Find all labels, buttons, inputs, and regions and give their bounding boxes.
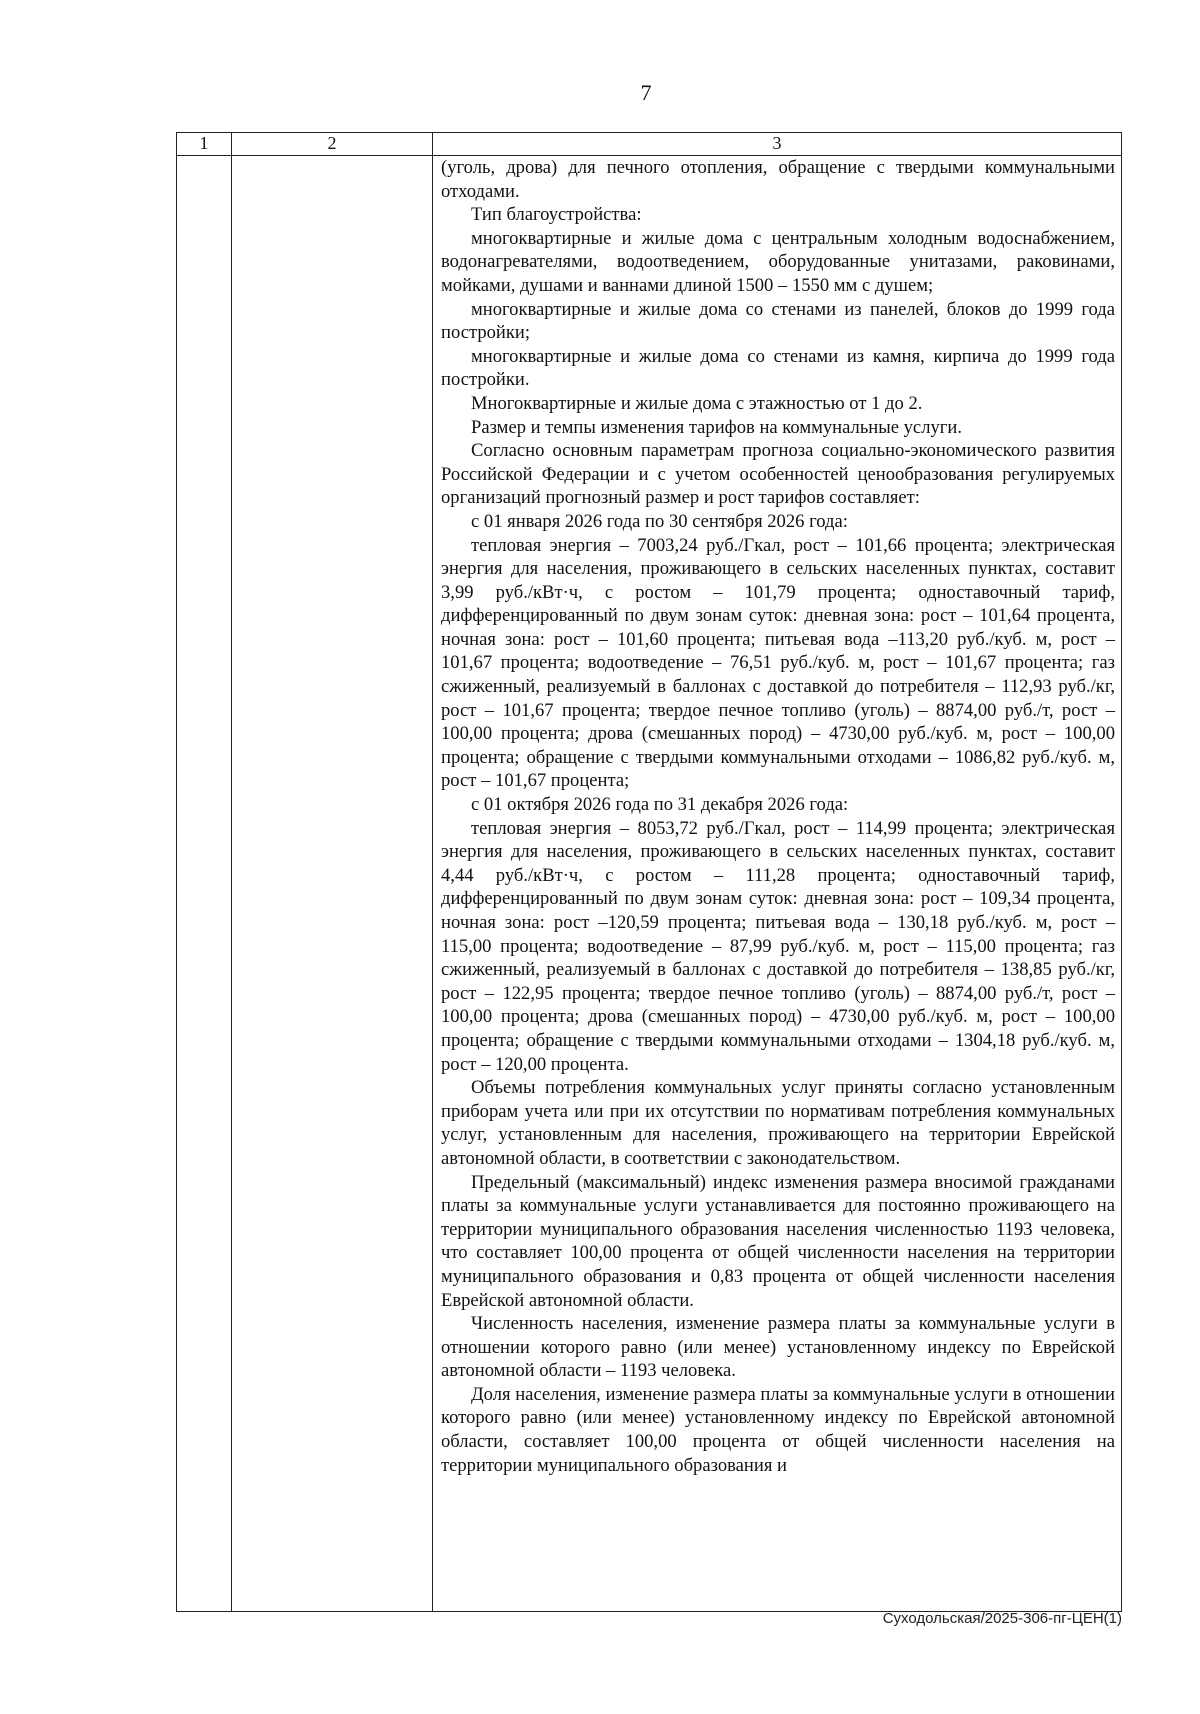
paragraph: с 01 октября 2026 года по 31 декабря 2026 года:	[471, 794, 849, 816]
column-1-cell	[177, 156, 232, 1612]
paragraph: (уголь, дрова) для печного отопления, обращение с твердыми коммунальными отходами.	[441, 157, 1115, 202]
paragraph: Численность населения, изменение размера платы за коммунальные услуги в отношении которого равно (или менее) установленному индексу по Еврейской автономной области – 1193 человека.	[441, 1313, 1115, 1382]
paragraph: многоквартирные и жилые дома с центральным холодным водоснабжением, водонагревателями, водоотведением, оборудованные унитазами, раковинами, мойками, душами и ваннами длиной 1500 – 1550 мм с душем;	[441, 227, 1115, 296]
column-2-cell	[232, 156, 433, 1612]
table-header-row	[177, 133, 1122, 156]
document-code: Суходольская/2025-306-пг-ЦЕН(1)	[882, 1610, 1122, 1627]
paragraph: Предельный (максимальный) индекс изменения размера вносимой гражданами платы за коммунальные услуги устанавливается для постоянно проживающего на территории муниципального образования населения численностью 1193 человека, что составляет 100,00 процента от общей численности населения на территории муниципального образования и 0,83 процента от общей численности населения Еврейской автономной области.	[441, 1171, 1115, 1311]
page-number: 7	[640, 80, 652, 105]
document-table	[176, 132, 1122, 1612]
paragraph: тепловая энергия – 8053,72 руб./Гкал, рост – 114,99 процента; электрическая энергия для населения, проживающего в сельских населенных пунктах, составит 4,44 руб./кВт·ч, с ростом – 111,28 процента; одноставочный тариф, дифференцированный по двум зонам суток: дневная зона: рост – 109,34 процента, ночная зона: рост –120,59 процента; питьевая вода – 130,18 руб./куб. м, рост – 115,00 процента; водоотведение – 87,99 руб./куб. м, рост – 115,00 процента; газ сжиженный, реализуемый в баллонах с доставкой до потребителя – 138,85 руб./кг, рост – 122,95 процента; твердое печное топливо (уголь) – 8874,00 руб./т, рост – 100,00 процента; дрова (смешанных пород) – 4730,00 руб./куб. м, рост – 100,00 процента; обращение с твердыми коммунальными отходами – 1304,18 руб./куб. м, рост – 120,00 процента.	[441, 817, 1115, 1075]
paragraph: Многоквартирные и жилые дома с этажностью от 1 до 2.	[471, 392, 923, 414]
column-header-1: 1	[177, 133, 232, 156]
paragraph: Тип благоустройства:	[471, 204, 642, 226]
paragraph: тепловая энергия – 7003,24 руб./Гкал, рост – 101,66 процента; электрическая энергия для населения, проживающего в сельских населенных пунктах, составит 3,99 руб./кВт·ч, с ростом – 101,79 процента; одноставочный тариф, дифференцированный по двум зонам суток: дневная зона: рост – 101,64 процента, ночная зона: рост – 101,60 процента; питьевая вода –113,20 руб./куб. м, рост – 101,67 процента; водоотведение – 76,51 руб./куб. м, рост – 101,67 процента; газ сжиженный, реализуемый в баллонах с доставкой до потребителя – 112,93 руб./кг, рост – 101,67 процента; твердое печное топливо (уголь) – 8874,00 руб./т, рост – 100,00 процента; дрова (смешанных пород) – 4730,00 руб./куб. м, рост – 100,00 процента; обращение с твердыми коммунальными отходами – 1086,82 руб./куб. м, рост – 101,67 процента;	[441, 534, 1115, 792]
paragraph: многоквартирные и жилые дома со стенами из панелей, блоков до 1999 года постройки;	[441, 298, 1115, 344]
cell-text-content	[433, 156, 1121, 1477]
paragraph: многоквартирные и жилые дома со стенами из камня, кирпича до 1999 года постройки.	[441, 345, 1115, 391]
paragraph: Размер и темпы изменения тарифов на коммунальные услуги.	[471, 416, 962, 438]
paragraph: Объемы потребления коммунальных услуг приняты согласно установленным приборам учета или при их отсутствии по нормативам потребления коммунальных услуг, установленным для населения, проживающего на территории Еврейской автономной области, в соответствии с законодательством.	[441, 1077, 1115, 1169]
paragraph: с 01 января 2026 года по 30 сентября 2026 года:	[471, 510, 848, 532]
table-body-row	[177, 156, 1122, 1612]
paragraph: Согласно основным параметрам прогноза социально-экономического развития Российской Федерации и с учетом особенностей ценообразования регулируемых организаций прогнозный размер и рост тарифов составляет:	[441, 440, 1115, 509]
paragraph: Доля населения, изменение размера платы за коммунальные услуги в отношении которого равно (или менее) установленному индексу по Еврейской автономной области, составляет 100,00 процента от общей численности населения на территории муниципального образования и	[441, 1383, 1115, 1476]
column-header-3: 3	[433, 133, 1122, 156]
column-header-2: 2	[232, 133, 433, 156]
column-3-cell	[433, 156, 1122, 1612]
